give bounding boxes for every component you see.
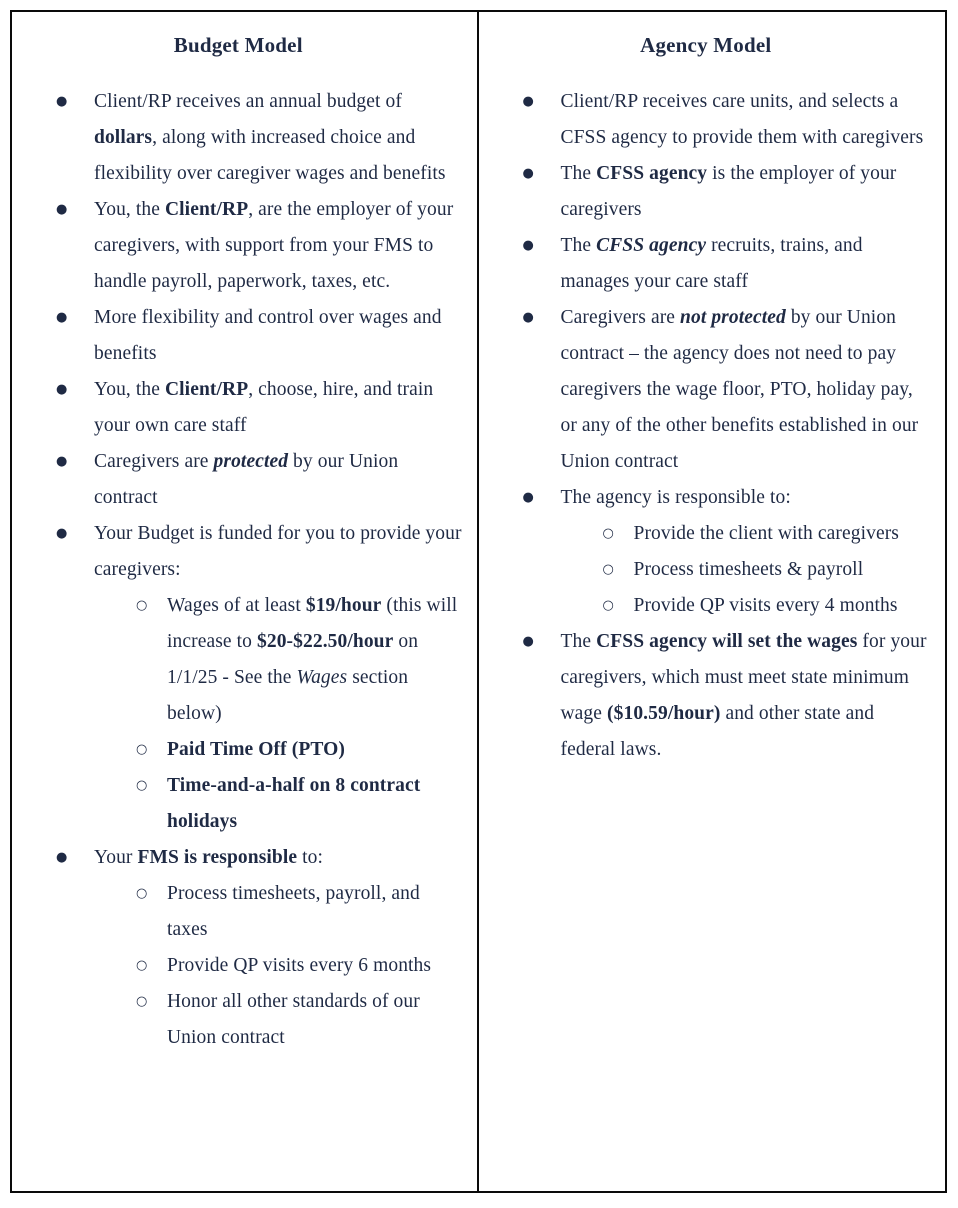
list-item: [12, 768, 465, 840]
list-item-text: [94, 300, 465, 372]
hollow-circle-bullet-icon: ○: [136, 994, 148, 1009]
text-run: Client/RP receives care units, and selects a CFSS agency to provide them with caregivers: [560, 91, 924, 148]
text-run: Process timesheets, payroll, and taxes: [167, 883, 420, 940]
list-item: [479, 588, 934, 624]
list-item: [12, 84, 465, 192]
text-run: and other state and federal laws.: [560, 703, 875, 760]
list-item-text: [94, 516, 465, 588]
list-item-text: [634, 516, 934, 552]
text-run: FMS is responsible: [137, 847, 298, 868]
text-run: to:: [297, 847, 324, 868]
list-item-text: [561, 156, 934, 228]
text-run: Client/RP: [164, 379, 249, 400]
comparison-table: [10, 10, 947, 1193]
hollow-circle-bullet-icon: ○: [602, 562, 614, 577]
hollow-circle-bullet-icon: ○: [136, 778, 148, 793]
list-item-text: [94, 372, 465, 444]
list-item: [479, 480, 934, 516]
text-run: Provide QP visits every 6 months: [167, 955, 432, 976]
text-run: , choose, hire, and train your own care staff: [94, 379, 434, 436]
hollow-circle-bullet-icon: ○: [136, 958, 148, 973]
text-run: Honor all other standards of our Union contract: [167, 991, 420, 1048]
list-item: [12, 876, 465, 948]
text-run: Time-and-a-half on 8 contract holidays: [167, 775, 421, 832]
text-run: The: [560, 163, 597, 184]
list-item: [12, 372, 465, 444]
list-item-text: [94, 444, 465, 516]
filled-circle-bullet-icon: ●: [522, 166, 534, 181]
list-item: [12, 516, 465, 588]
text-run: , are the employer of your caregivers, with support from your FMS to handle payroll, paperwork, taxes, etc.: [94, 199, 454, 292]
text-run: You, the: [94, 379, 165, 400]
text-run: , along with increased choice and flexibility over caregiver wages and benefits: [94, 127, 446, 184]
list-item: [12, 948, 465, 984]
list-item-text: [94, 84, 465, 192]
hollow-circle-bullet-icon: ○: [136, 742, 148, 757]
list-item: [479, 624, 934, 768]
text-run: on 1/1/25 - See the: [167, 631, 419, 688]
list-item-text: [561, 228, 934, 300]
filled-circle-bullet-icon: ●: [56, 526, 68, 541]
filled-circle-bullet-icon: ●: [56, 202, 68, 217]
filled-circle-bullet-icon: ●: [522, 490, 534, 505]
text-run: $19/hour: [305, 595, 382, 616]
list-item-text: [167, 948, 465, 984]
list-item: [479, 516, 934, 552]
text-run: Wages of at least: [167, 595, 306, 616]
list-item-text: [167, 768, 465, 840]
filled-circle-bullet-icon: ●: [522, 310, 534, 325]
text-run: Paid Time Off (PTO): [167, 739, 345, 760]
list-item: [479, 300, 934, 480]
filled-circle-bullet-icon: ●: [522, 94, 534, 109]
text-run: Wages: [296, 667, 348, 688]
text-run: dollars: [94, 127, 153, 148]
text-run: ($10.59/hour): [607, 703, 721, 724]
text-run: not protected: [680, 307, 786, 328]
text-run: Process timesheets & payroll: [633, 559, 864, 580]
list-item: [12, 588, 465, 732]
agency-model-list: [479, 84, 934, 768]
text-run: The: [560, 631, 597, 652]
list-item-text: [167, 984, 465, 1056]
text-run: recruits, trains, and manages your care staff: [560, 235, 863, 292]
list-item: [12, 444, 465, 516]
list-item-text: [634, 588, 934, 624]
text-run: The: [560, 235, 597, 256]
list-item-text: [167, 732, 465, 768]
text-run: CFSS agency: [596, 235, 707, 256]
text-run: Your: [94, 847, 138, 868]
hollow-circle-bullet-icon: ○: [136, 598, 148, 613]
agency-model-title: Agency Model: [640, 33, 772, 57]
text-run: section below): [167, 667, 409, 724]
list-item-text: [167, 588, 465, 732]
filled-circle-bullet-icon: ●: [522, 238, 534, 253]
filled-circle-bullet-icon: ●: [56, 850, 68, 865]
text-run: You, the: [94, 199, 165, 220]
list-item-text: [561, 480, 934, 516]
text-run: Provide QP visits every 4 months: [633, 595, 898, 616]
budget-model-title: Budget Model: [173, 33, 303, 57]
text-run: The agency is responsible to:: [560, 487, 791, 508]
list-item-text: [561, 84, 934, 156]
list-item-text: [561, 300, 934, 480]
list-item-text: [94, 840, 465, 876]
list-item-text: [167, 876, 465, 948]
list-item: [12, 984, 465, 1056]
text-run: Provide the client with caregivers: [633, 523, 899, 544]
text-run: $20-$22.50/hour: [257, 631, 394, 652]
text-run: by our Union contract: [94, 451, 399, 508]
list-item: [479, 228, 934, 300]
text-run: is the employer of your caregivers: [560, 163, 897, 220]
list-item-text: [561, 624, 934, 768]
hollow-circle-bullet-icon: ○: [602, 526, 614, 541]
text-run: Caregivers are: [560, 307, 681, 328]
text-run: More flexibility and control over wages and benefits: [94, 307, 442, 364]
budget-model-column: [12, 12, 479, 1191]
list-item: [479, 84, 934, 156]
filled-circle-bullet-icon: ●: [522, 634, 534, 649]
list-item: [12, 192, 465, 300]
filled-circle-bullet-icon: ●: [56, 454, 68, 469]
hollow-circle-bullet-icon: ○: [136, 886, 148, 901]
text-run: for your caregivers, which must meet state minimum wage: [560, 631, 927, 724]
filled-circle-bullet-icon: ●: [56, 310, 68, 325]
list-item: [12, 840, 465, 876]
filled-circle-bullet-icon: ●: [56, 382, 68, 397]
list-item-text: [634, 552, 934, 588]
text-run: by our Union contract – the agency does not need to pay caregivers the wage floor, PTO, holiday pay, or any of the other benefits established in our Union contract: [560, 307, 919, 472]
text-run: Client/RP receives an annual budget of: [94, 91, 402, 112]
text-run: CFSS agency will set the wages: [596, 631, 858, 652]
text-run: protected: [213, 451, 289, 472]
agency-model-column: [479, 12, 946, 1191]
list-item: [12, 732, 465, 768]
hollow-circle-bullet-icon: ○: [602, 598, 614, 613]
list-item: [479, 552, 934, 588]
list-item: [479, 156, 934, 228]
text-run: CFSS agency: [596, 163, 708, 184]
text-run: (this will increase to: [167, 595, 458, 652]
text-run: Client/RP: [164, 199, 249, 220]
text-run: Caregivers are: [94, 451, 214, 472]
list-item: [12, 300, 465, 372]
filled-circle-bullet-icon: ●: [56, 94, 68, 109]
text-run: Your Budget is funded for you to provide your caregivers:: [94, 523, 462, 580]
list-item-text: [94, 192, 465, 300]
budget-model-list: [12, 84, 465, 1056]
